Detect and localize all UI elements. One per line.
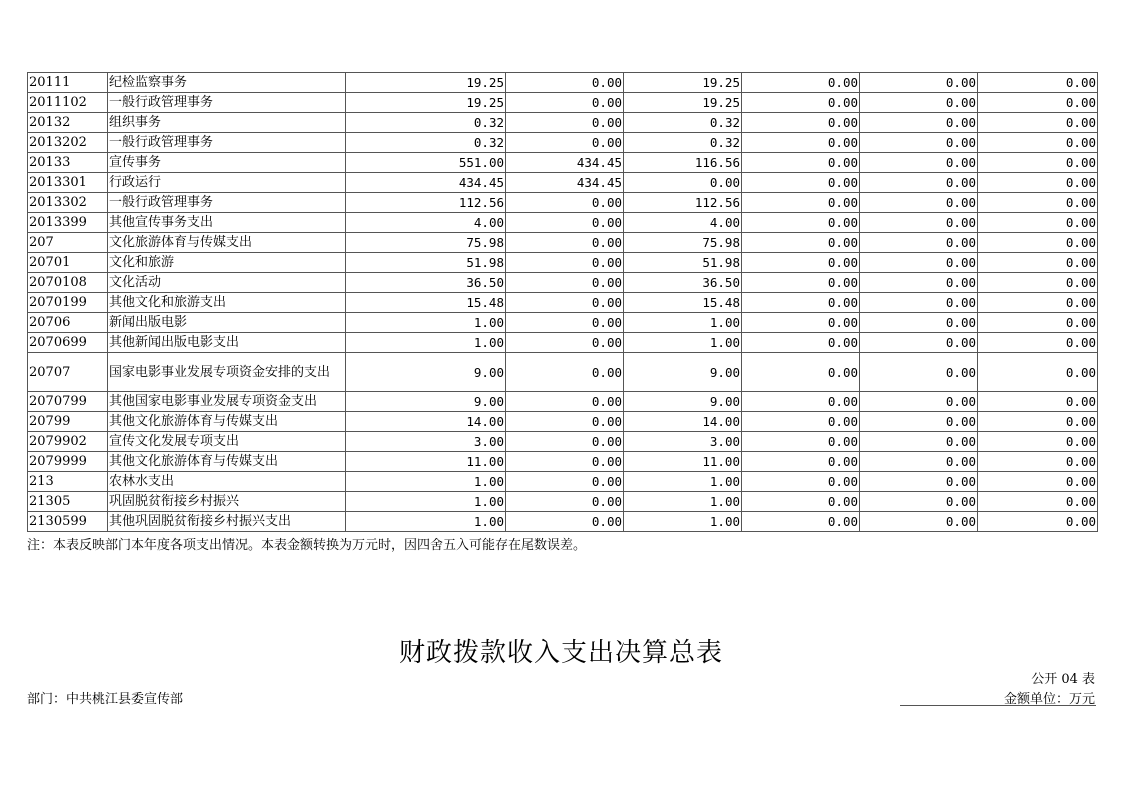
amount-cell: 9.00 bbox=[624, 353, 742, 392]
account-code-cell: 2070108 bbox=[28, 273, 108, 293]
amount-cell: 0.00 bbox=[860, 472, 978, 492]
amount-cell: 0.00 bbox=[978, 333, 1098, 353]
amount-cell: 4.00 bbox=[624, 213, 742, 233]
amount-cell: 0.00 bbox=[860, 273, 978, 293]
amount-cell: 4.00 bbox=[346, 213, 506, 233]
account-code-cell: 2070199 bbox=[28, 293, 108, 313]
amount-cell: 0.00 bbox=[742, 333, 860, 353]
amount-cell: 0.00 bbox=[860, 412, 978, 432]
account-code-cell: 2013202 bbox=[28, 133, 108, 153]
amount-cell: 9.00 bbox=[624, 392, 742, 412]
amount-cell: 0.00 bbox=[978, 313, 1098, 333]
table-row bbox=[28, 293, 1098, 313]
header-rule bbox=[900, 705, 1096, 706]
amount-cell: 3.00 bbox=[346, 432, 506, 452]
amount-cell: 36.50 bbox=[624, 273, 742, 293]
amount-unit-label: 金额单位：万元 bbox=[1003, 692, 1095, 707]
amount-cell: 0.00 bbox=[506, 213, 624, 233]
account-name-cell: 其他文化旅游体育与传媒支出 bbox=[108, 452, 346, 472]
amount-cell: 0.00 bbox=[860, 73, 978, 93]
amount-cell: 0.00 bbox=[742, 173, 860, 193]
account-name-cell: 文化和旅游 bbox=[108, 253, 346, 273]
amount-cell: 0.00 bbox=[978, 233, 1098, 253]
amount-cell: 19.25 bbox=[624, 73, 742, 93]
amount-cell: 0.00 bbox=[742, 492, 860, 512]
account-name-cell: 其他文化旅游体育与传媒支出 bbox=[108, 412, 346, 432]
amount-cell: 112.56 bbox=[346, 193, 506, 213]
amount-cell: 0.00 bbox=[860, 153, 978, 173]
amount-cell: 0.00 bbox=[860, 233, 978, 253]
account-code-cell: 20111 bbox=[28, 73, 108, 93]
account-name-cell: 组织事务 bbox=[108, 113, 346, 133]
amount-cell: 1.00 bbox=[624, 313, 742, 333]
amount-cell: 0.00 bbox=[978, 213, 1098, 233]
amount-cell: 0.00 bbox=[742, 153, 860, 173]
table-note: 注：本表反映部门本年度各项支出情况。本表金额转换为万元时，因四舍五入可能存在尾数误差。 bbox=[27, 538, 587, 553]
table-row bbox=[28, 173, 1098, 193]
amount-cell: 0.00 bbox=[978, 353, 1098, 392]
amount-cell: 19.25 bbox=[624, 93, 742, 113]
expenditure-table bbox=[27, 72, 1098, 532]
account-code-cell: 21305 bbox=[28, 492, 108, 512]
amount-cell: 0.00 bbox=[742, 73, 860, 93]
table-row bbox=[28, 353, 1098, 392]
amount-cell: 0.00 bbox=[860, 133, 978, 153]
amount-cell: 0.00 bbox=[978, 273, 1098, 293]
account-code-cell: 2079999 bbox=[28, 452, 108, 472]
amount-cell: 0.00 bbox=[506, 452, 624, 472]
amount-cell: 11.00 bbox=[624, 452, 742, 472]
amount-cell: 551.00 bbox=[346, 153, 506, 173]
amount-cell: 1.00 bbox=[346, 512, 506, 532]
amount-cell: 0.00 bbox=[978, 133, 1098, 153]
amount-cell: 1.00 bbox=[346, 313, 506, 333]
table-row bbox=[28, 113, 1098, 133]
account-code-cell: 2070699 bbox=[28, 333, 108, 353]
amount-cell: 0.00 bbox=[506, 472, 624, 492]
account-code-cell: 2079902 bbox=[28, 432, 108, 452]
amount-cell: 0.00 bbox=[860, 293, 978, 313]
amount-cell: 51.98 bbox=[346, 253, 506, 273]
amount-cell: 0.00 bbox=[742, 133, 860, 153]
amount-cell: 116.56 bbox=[624, 153, 742, 173]
amount-cell: 75.98 bbox=[624, 233, 742, 253]
amount-cell: 0.00 bbox=[506, 412, 624, 432]
amount-cell: 36.50 bbox=[346, 273, 506, 293]
amount-cell: 51.98 bbox=[624, 253, 742, 273]
table-row bbox=[28, 392, 1098, 412]
account-code-cell: 213 bbox=[28, 472, 108, 492]
amount-cell: 0.00 bbox=[506, 193, 624, 213]
amount-cell: 0.32 bbox=[346, 133, 506, 153]
account-name-cell: 一般行政管理事务 bbox=[108, 133, 346, 153]
amount-cell: 19.25 bbox=[346, 93, 506, 113]
amount-cell: 0.32 bbox=[346, 113, 506, 133]
table-row bbox=[28, 273, 1098, 293]
account-code-cell: 20133 bbox=[28, 153, 108, 173]
account-code-cell: 20706 bbox=[28, 313, 108, 333]
amount-cell: 0.00 bbox=[860, 492, 978, 512]
amount-cell: 0.00 bbox=[506, 73, 624, 93]
table-row bbox=[28, 213, 1098, 233]
amount-cell: 434.45 bbox=[506, 153, 624, 173]
amount-cell: 0.00 bbox=[742, 353, 860, 392]
amount-cell: 0.00 bbox=[742, 93, 860, 113]
table-row bbox=[28, 133, 1098, 153]
table-row bbox=[28, 492, 1098, 512]
table-row bbox=[28, 472, 1098, 492]
table-row bbox=[28, 452, 1098, 472]
amount-cell: 11.00 bbox=[346, 452, 506, 472]
account-name-cell: 一般行政管理事务 bbox=[108, 93, 346, 113]
account-code-cell: 2011102 bbox=[28, 93, 108, 113]
amount-cell: 0.00 bbox=[506, 293, 624, 313]
account-code-cell: 20799 bbox=[28, 412, 108, 432]
amount-cell: 0.00 bbox=[978, 512, 1098, 532]
amount-cell: 3.00 bbox=[624, 432, 742, 452]
amount-cell: 0.32 bbox=[624, 113, 742, 133]
amount-cell: 0.00 bbox=[742, 113, 860, 133]
amount-cell: 0.00 bbox=[978, 432, 1098, 452]
table-row bbox=[28, 253, 1098, 273]
amount-cell: 0.00 bbox=[742, 412, 860, 432]
amount-cell: 0.00 bbox=[978, 253, 1098, 273]
amount-cell: 14.00 bbox=[346, 412, 506, 432]
amount-cell: 0.00 bbox=[506, 253, 624, 273]
amount-cell: 0.00 bbox=[978, 452, 1098, 472]
account-name-cell: 其他巩固脱贫衔接乡村振兴支出 bbox=[108, 512, 346, 532]
amount-cell: 0.00 bbox=[742, 253, 860, 273]
amount-cell: 0.00 bbox=[742, 293, 860, 313]
amount-cell: 0.00 bbox=[978, 173, 1098, 193]
amount-cell: 0.00 bbox=[978, 472, 1098, 492]
amount-cell: 0.00 bbox=[978, 193, 1098, 213]
amount-cell: 0.32 bbox=[624, 133, 742, 153]
account-name-cell: 其他新闻出版电影支出 bbox=[108, 333, 346, 353]
amount-cell: 15.48 bbox=[624, 293, 742, 313]
account-code-cell: 2013302 bbox=[28, 193, 108, 213]
account-code-cell: 20132 bbox=[28, 113, 108, 133]
account-code-cell: 20701 bbox=[28, 253, 108, 273]
amount-cell: 0.00 bbox=[742, 512, 860, 532]
table-row bbox=[28, 412, 1098, 432]
amount-cell: 0.00 bbox=[978, 153, 1098, 173]
amount-cell: 0.00 bbox=[742, 472, 860, 492]
amount-cell: 14.00 bbox=[624, 412, 742, 432]
account-code-cell: 2013399 bbox=[28, 213, 108, 233]
amount-cell: 1.00 bbox=[624, 333, 742, 353]
amount-cell: 0.00 bbox=[860, 392, 978, 412]
amount-cell: 1.00 bbox=[346, 472, 506, 492]
amount-cell: 0.00 bbox=[506, 273, 624, 293]
account-code-cell: 207 bbox=[28, 233, 108, 253]
account-name-cell: 新闻出版电影 bbox=[108, 313, 346, 333]
table-body bbox=[28, 73, 1098, 532]
amount-cell: 0.00 bbox=[860, 313, 978, 333]
amount-cell: 1.00 bbox=[624, 492, 742, 512]
amount-cell: 0.00 bbox=[506, 432, 624, 452]
amount-cell: 0.00 bbox=[506, 113, 624, 133]
amount-cell: 0.00 bbox=[742, 273, 860, 293]
amount-cell: 0.00 bbox=[860, 452, 978, 472]
account-name-cell: 其他文化和旅游支出 bbox=[108, 293, 346, 313]
account-name-cell: 国家电影事业发展专项资金安排的支出 bbox=[108, 353, 346, 392]
amount-cell: 0.00 bbox=[624, 173, 742, 193]
amount-cell: 0.00 bbox=[978, 113, 1098, 133]
amount-cell: 0.00 bbox=[506, 333, 624, 353]
account-code-cell: 2130599 bbox=[28, 512, 108, 532]
amount-cell: 0.00 bbox=[860, 193, 978, 213]
amount-cell: 0.00 bbox=[742, 432, 860, 452]
amount-cell: 0.00 bbox=[742, 392, 860, 412]
table-row bbox=[28, 153, 1098, 173]
account-code-cell: 2013301 bbox=[28, 173, 108, 193]
account-name-cell: 纪检监察事务 bbox=[108, 73, 346, 93]
amount-cell: 0.00 bbox=[978, 412, 1098, 432]
department-label: 部门：中共桃江县委宣传部 bbox=[27, 692, 184, 707]
account-name-cell: 其他国家电影事业发展专项资金支出 bbox=[108, 392, 346, 412]
table-row bbox=[28, 313, 1098, 333]
table-row bbox=[28, 93, 1098, 113]
amount-cell: 0.00 bbox=[860, 93, 978, 113]
account-name-cell: 农林水支出 bbox=[108, 472, 346, 492]
amount-cell: 0.00 bbox=[860, 173, 978, 193]
account-name-cell: 行政运行 bbox=[108, 173, 346, 193]
amount-cell: 15.48 bbox=[346, 293, 506, 313]
amount-cell: 0.00 bbox=[978, 492, 1098, 512]
account-name-cell: 宣传事务 bbox=[108, 153, 346, 173]
account-code-cell: 2070799 bbox=[28, 392, 108, 412]
amount-cell: 0.00 bbox=[978, 293, 1098, 313]
amount-cell: 9.00 bbox=[346, 392, 506, 412]
amount-cell: 0.00 bbox=[506, 93, 624, 113]
amount-cell: 0.00 bbox=[742, 313, 860, 333]
account-name-cell: 文化旅游体育与传媒支出 bbox=[108, 233, 346, 253]
amount-cell: 434.45 bbox=[346, 173, 506, 193]
amount-cell: 9.00 bbox=[346, 353, 506, 392]
amount-cell: 0.00 bbox=[506, 233, 624, 253]
amount-cell: 0.00 bbox=[742, 213, 860, 233]
account-name-cell: 一般行政管理事务 bbox=[108, 193, 346, 213]
amount-cell: 0.00 bbox=[506, 492, 624, 512]
table-row bbox=[28, 333, 1098, 353]
amount-cell: 0.00 bbox=[978, 392, 1098, 412]
amount-cell: 0.00 bbox=[978, 73, 1098, 93]
report-title: 财政拨款收入支出决算总表 bbox=[398, 638, 723, 668]
form-code: 公开 04 表 bbox=[1031, 672, 1095, 687]
amount-cell: 0.00 bbox=[506, 512, 624, 532]
amount-cell: 0.00 bbox=[742, 193, 860, 213]
amount-cell: 1.00 bbox=[346, 333, 506, 353]
amount-cell: 1.00 bbox=[346, 492, 506, 512]
amount-cell: 19.25 bbox=[346, 73, 506, 93]
amount-cell: 0.00 bbox=[506, 353, 624, 392]
account-name-cell: 宣传文化发展专项支出 bbox=[108, 432, 346, 452]
amount-cell: 434.45 bbox=[506, 173, 624, 193]
amount-cell: 0.00 bbox=[860, 213, 978, 233]
account-code-cell: 20707 bbox=[28, 353, 108, 392]
account-name-cell: 其他宣传事务支出 bbox=[108, 213, 346, 233]
account-name-cell: 巩固脱贫衔接乡村振兴 bbox=[108, 492, 346, 512]
amount-cell: 0.00 bbox=[860, 113, 978, 133]
account-name-cell: 文化活动 bbox=[108, 273, 346, 293]
table-row bbox=[28, 193, 1098, 213]
amount-cell: 112.56 bbox=[624, 193, 742, 213]
amount-cell: 0.00 bbox=[506, 133, 624, 153]
amount-cell: 0.00 bbox=[506, 313, 624, 333]
amount-cell: 75.98 bbox=[346, 233, 506, 253]
amount-cell: 0.00 bbox=[860, 353, 978, 392]
amount-cell: 1.00 bbox=[624, 512, 742, 532]
amount-cell: 1.00 bbox=[624, 472, 742, 492]
amount-cell: 0.00 bbox=[978, 93, 1098, 113]
amount-cell: 0.00 bbox=[860, 333, 978, 353]
table-row bbox=[28, 512, 1098, 532]
amount-cell: 0.00 bbox=[860, 512, 978, 532]
table-row bbox=[28, 432, 1098, 452]
table-row bbox=[28, 73, 1098, 93]
amount-cell: 0.00 bbox=[860, 253, 978, 273]
table-row bbox=[28, 233, 1098, 253]
amount-cell: 0.00 bbox=[506, 392, 624, 412]
amount-cell: 0.00 bbox=[742, 452, 860, 472]
amount-cell: 0.00 bbox=[742, 233, 860, 253]
amount-cell: 0.00 bbox=[860, 432, 978, 452]
